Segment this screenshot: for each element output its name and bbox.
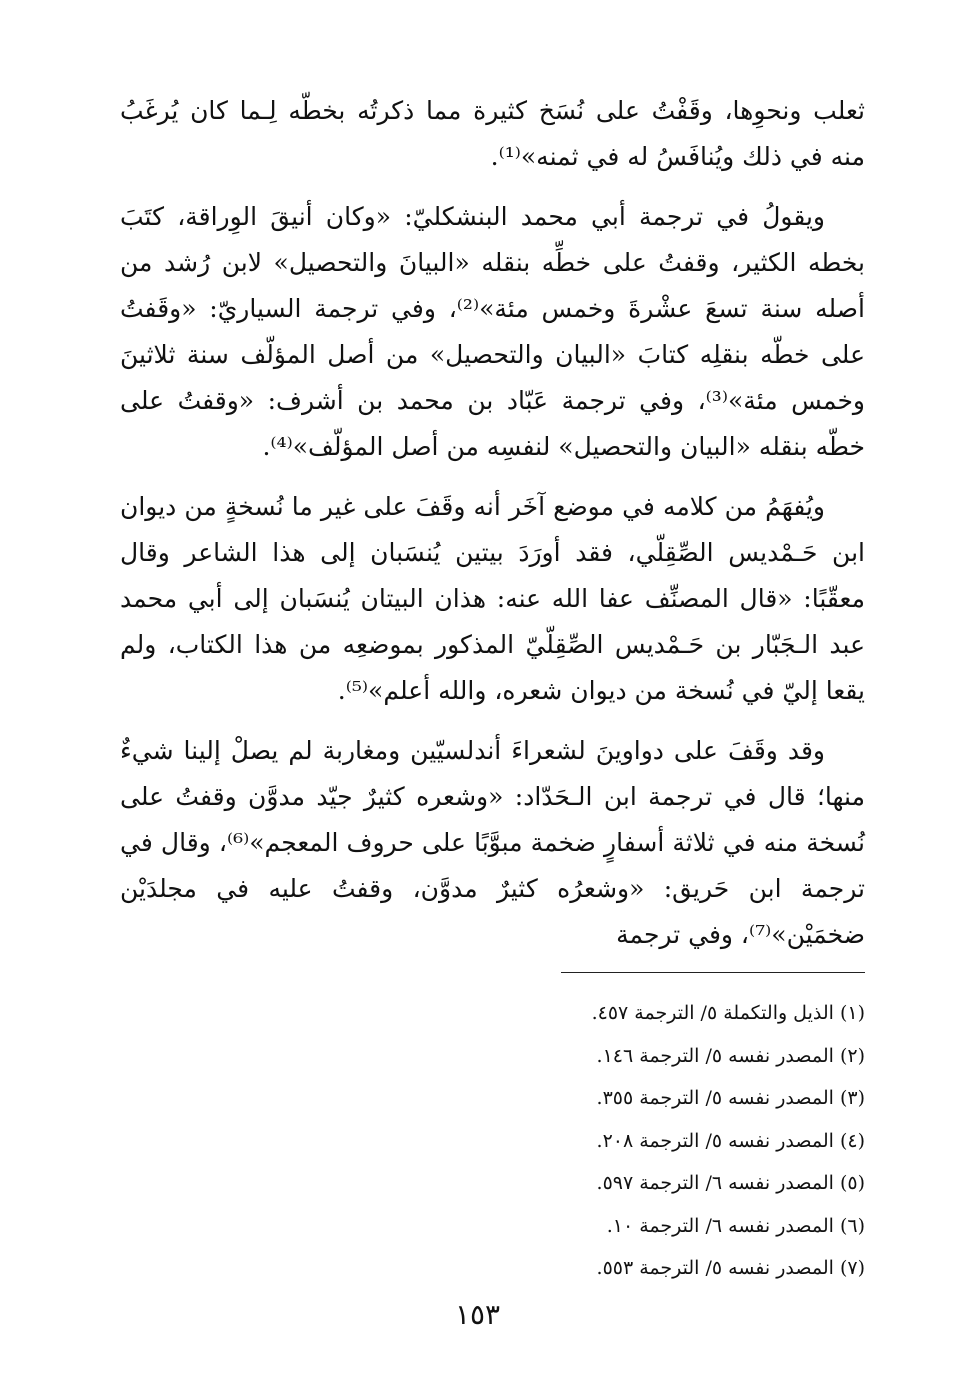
footnote-4: (٤) المصدر نفسه ٥/ الترجمة ٢٠٨. xyxy=(596,1129,865,1152)
paragraph-1: ثعلب ونحوِها، وقَفْتُ على نُسَخ كثيرة مما ذكرتُه بخطّه لِـما كان يُرغَبُ منه في ذلك ويُنافَسُ له في ثمنه»⁽¹⁾. xyxy=(120,96,865,171)
footnote-divider xyxy=(561,972,865,973)
page-number: ١٥٣ xyxy=(454,1298,501,1331)
footnote-5: (٥) المصدر نفسه ٦/ الترجمة ٥٩٧. xyxy=(596,1172,865,1194)
paragraph-4: وقد وقَفَ على دواوينَ لشعراءَ أندلسيّين ومغاربة لم يصلْ إلينا شيءٌ منها؛ قال في ترجمة ابن الـحَدّاد: «وشعره كثيرٌ جيّد مدوَّن وقفتُ على نُسخة منه في ثلاثة أسفارٍ ضخمة مبوَّبًا على حروف المعجم»⁽⁶⁾، وقال في ترجمة ابن حَريق: «وشعرُه كثيرٌ مدوَّن، وقفتُ عليه في مجلدَيْن ضخمَيْن»⁽⁷⁾، وفي ترجمة xyxy=(120,736,865,949)
footnote-2: (٢) المصدر نفسه ٥/ الترجمة ١٤٦. xyxy=(596,1044,865,1067)
footnote-6: (٦) المصدر نفسه ٦/ الترجمة ١٠. xyxy=(606,1214,865,1237)
footnotes xyxy=(120,992,865,1290)
paragraph-3: ويُفهَمُ من كلامه في موضع آخَر أنه وقَفَ على غير ما نُسخةٍ من ديوان ابن حَـمْديس الصِّقِلّي، فقد أورَدَ بيتين يُنسَبان إلى هذا الشاعر وقال معقّبًا: «قال المصنِّف عفا الله عنه: هذان البيتان يُنسَبان إلى أبي محمد عبد الـجَبّار بن حَـمْديس الصِّقِلّيّ المذكور بموضعِه من هذا الكتاب، ولم يقعا إليّ في نُسخة من ديوان شعره، والله أعلم»⁽⁵⁾. xyxy=(120,492,865,705)
footnote-1: (١) الذيل والتكملة ٥/ الترجمة ٤٥٧. xyxy=(591,1002,865,1024)
body-text xyxy=(120,88,865,972)
footnote-7: (٧) المصدر نفسه ٥/ الترجمة ٥٥٣. xyxy=(596,1257,865,1279)
footnote-3: (٣) المصدر نفسه ٥/ الترجمة ٣٥٥. xyxy=(596,1087,865,1109)
paragraph-2: ويقولُ في ترجمة أبي محمد البنشكليّ: «وكان أنيقَ الوِراقة، كتَبَ بخطه الكثير، وقفتُ على خطِّه بنقله «البيانَ والتحصيل» لابن رُشد من أصله سنة تسعَ عشْرةَ وخمس مئة»⁽²⁾، وفي ترجمة السياريّ: «وقَفتُ على خطّه بنقلِه كتابَ «البيان والتحصيل» من أصل المؤلّف سنة ثلاثينَ وخمس مئة»⁽³⁾، وفي ترجمة عَبّاد بن محمد بن أشرف: «وقفتُ على خطّه بنقله «البيان والتحصيل» لنفسِه من أصل المؤلّف»⁽⁴⁾. xyxy=(120,202,865,461)
